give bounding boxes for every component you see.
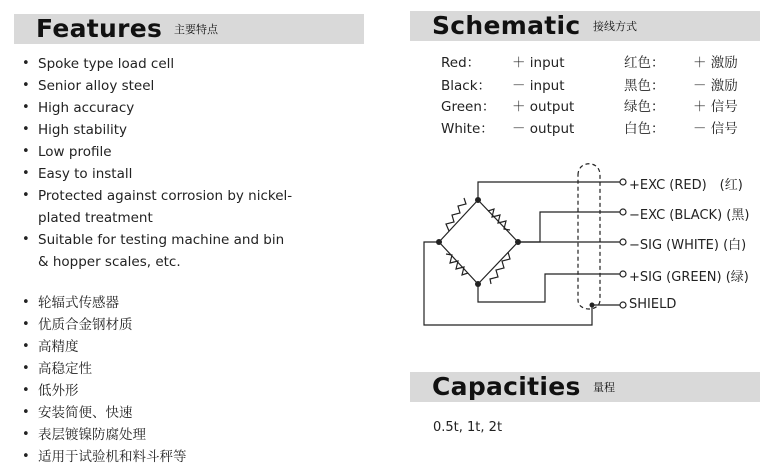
schematic-title-cn: 接线方式 — [593, 20, 637, 33]
list-item: • Spoke type load cell — [22, 56, 175, 72]
list-item: • High accuracy — [22, 100, 135, 116]
list-item: • 高精度 — [22, 339, 79, 355]
shield-sheath — [578, 164, 600, 309]
terminal-label-sig-plus: +SIG (GREEN) (绿) — [629, 270, 749, 285]
terminal-label-exc-minus: −EXC (BLACK) (黑) — [629, 208, 750, 223]
list-item: • 低外形 — [22, 383, 79, 399]
list-item: • 适用于试验机和料斗秤等 — [22, 449, 187, 465]
terminal-sig-minus — [620, 239, 626, 245]
schematic-title: Schematic — [432, 11, 581, 40]
list-item: • Easy to install — [22, 166, 133, 182]
resistor-1-icon — [446, 198, 466, 231]
capacities-title: Capacities — [432, 372, 581, 401]
list-item: • 高稳定性 — [22, 361, 92, 377]
bridge-edge-bottom-left — [439, 242, 478, 284]
terminal-exc-minus — [620, 209, 626, 215]
wire-exc-plus — [478, 182, 620, 200]
features-title: Features — [36, 14, 163, 43]
wire-shield — [424, 242, 620, 325]
features-title-cn: 主要特点 — [174, 23, 218, 36]
resistor-4-icon — [446, 254, 468, 275]
terminal-shield — [620, 302, 626, 308]
wire-sig-plus — [478, 274, 620, 302]
list-item: • 表层镀镍防腐处理 — [22, 427, 146, 443]
list-item: • Suitable for testing machine and bin & hopper scales, etc. — [22, 232, 285, 270]
list-item: • Low profile — [22, 144, 112, 160]
list-item: • Senior alloy steel — [22, 78, 155, 94]
terminal-label-exc-plus: +EXC (RED) (红) — [629, 178, 743, 193]
terminal-exc-plus — [620, 179, 626, 185]
list-item: • Protected against corrosion by nickel- plated treatment — [22, 188, 293, 226]
capacities-title-cn: 量程 — [593, 381, 615, 394]
list-item: • 轮辐式传感器 — [22, 295, 119, 311]
terminal-label-sig-minus: −SIG (WHITE) (白) — [629, 238, 747, 253]
node-left — [436, 239, 442, 245]
resistor-2-icon — [488, 209, 510, 230]
node-right — [515, 239, 521, 245]
list-item: • High stability — [22, 122, 128, 138]
node-shield — [590, 303, 595, 308]
wire-exc-minus — [518, 212, 620, 242]
capacities-header — [410, 372, 760, 402]
terminal-sig-plus — [620, 271, 626, 277]
node-bottom — [475, 281, 481, 287]
bridge-edge-bottom-right — [478, 242, 518, 284]
list-item: • 安装简便、快速 — [22, 405, 133, 421]
terminal-label-shield: SHIELD — [629, 297, 677, 312]
list-item: • 优质合金钢材质 — [22, 317, 133, 333]
node-top — [475, 197, 481, 203]
capacities-values: 0.5t, 1t, 2t — [433, 420, 503, 435]
